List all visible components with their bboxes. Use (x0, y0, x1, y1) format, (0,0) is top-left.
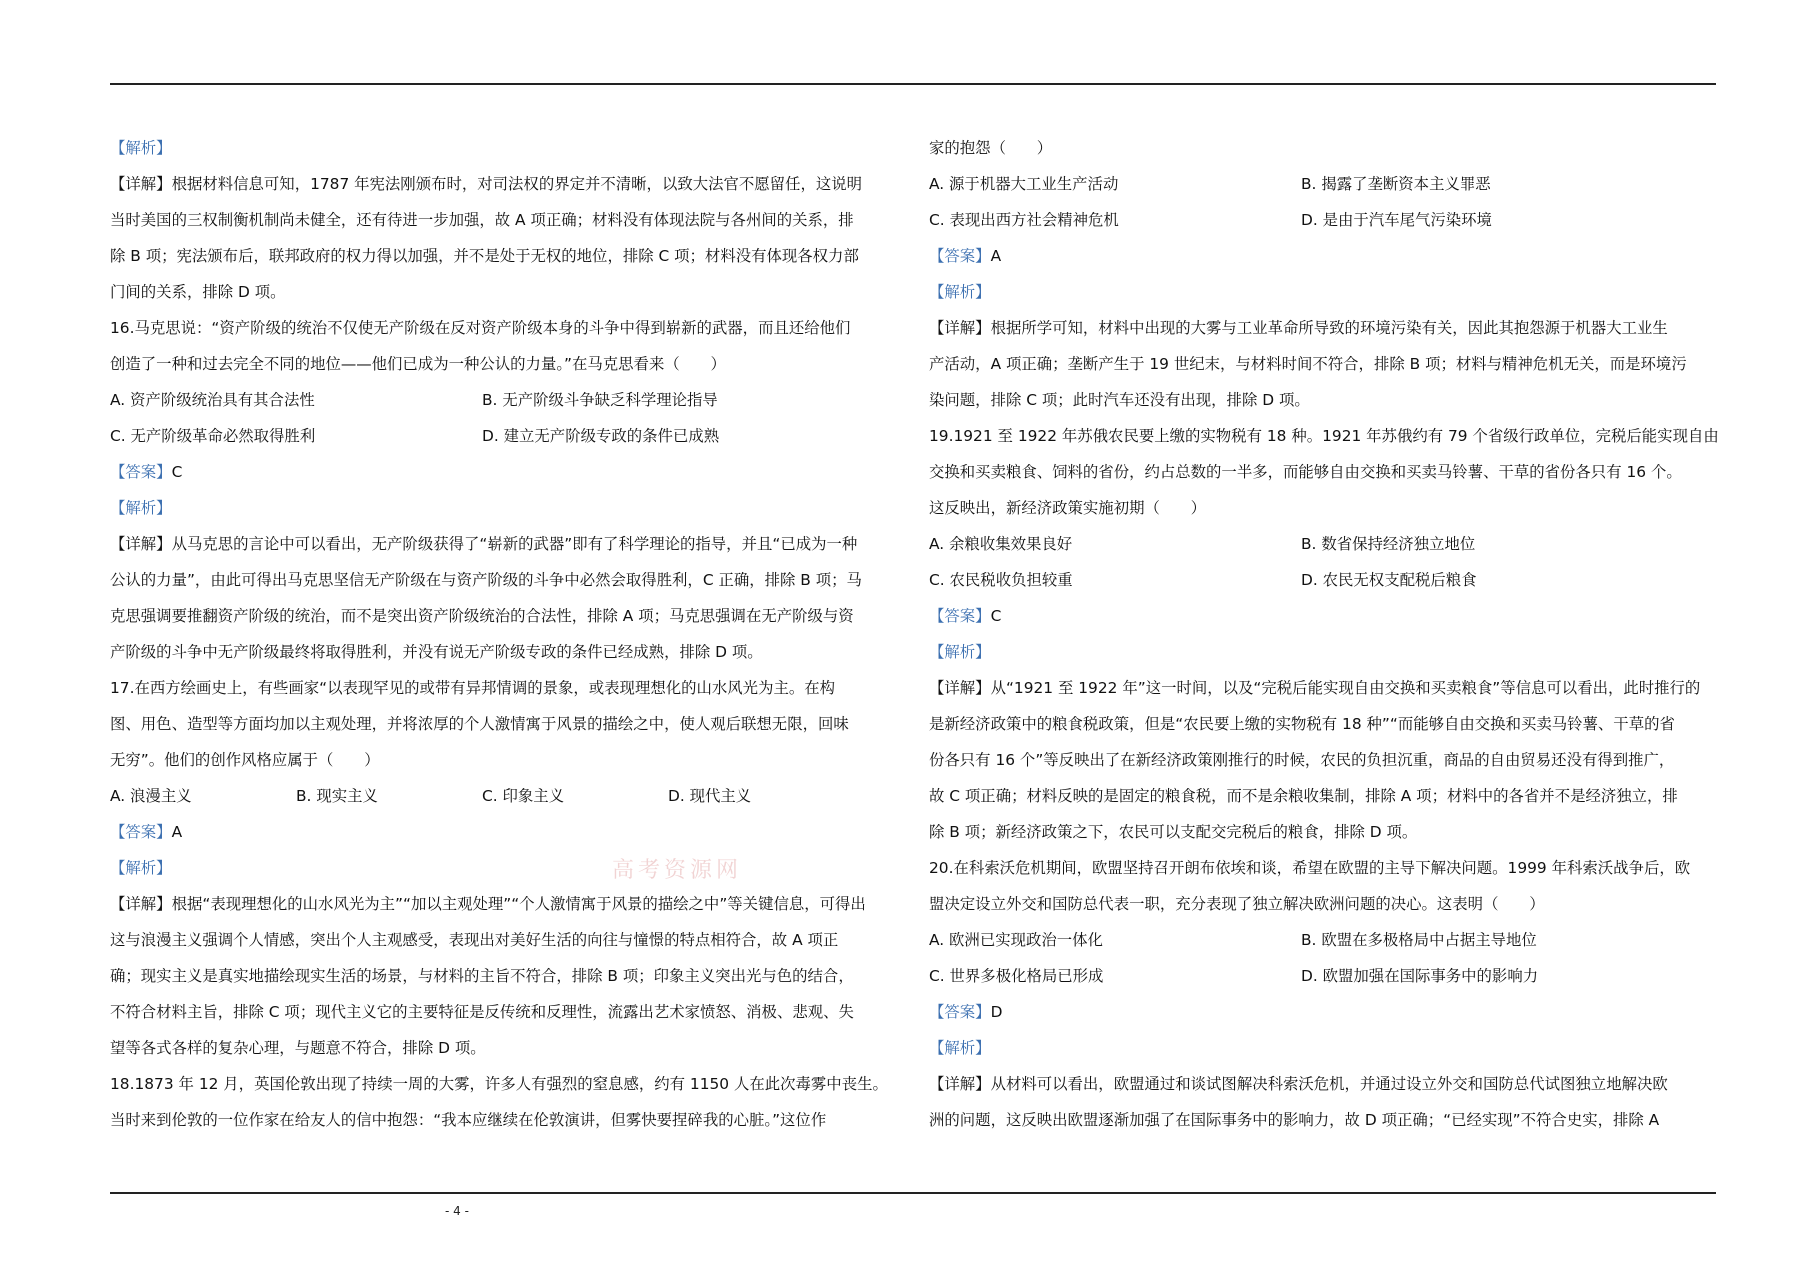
q16-answer-value: C (171, 463, 183, 481)
q18-detail-line: 【详解】根据所学可知，材料中出现的大雾与工业革命所导致的环境污染有关，因此其抱怨源于机器大工业生 (929, 319, 1668, 337)
q17-option-a: A. 浪漫主义 (110, 787, 192, 805)
q19-option-d: D. 农民无权支配税后粮食 (1301, 571, 1477, 589)
q20-answer-value: D (990, 1003, 1003, 1021)
q20-answer-label: 【答案】 (929, 1003, 991, 1021)
q17-option-c: C. 印象主义 (482, 787, 565, 805)
q20-stem-line: 盟决定设立外交和国防总代表一职，充分表现了独立解决欧洲问题的决心。这表明（ ） (929, 895, 1545, 913)
q18-stem-line: 当时来到伦敦的一位作家在给友人的信中抱怨：“我本应继续在伦敦演讲，但雾快要捏碎我的心脏。”这位作 (110, 1111, 827, 1129)
q18-answer-value: A (990, 247, 1002, 265)
q17-stem-line: 图、用色、造型等方面均加以主观处理，并将浓厚的个人激情寓于风景的描绘之中，使人观后联想无限，回味 (110, 715, 849, 733)
q19-answer-label: 【答案】 (929, 607, 991, 625)
q19-option-c: C. 农民税收负担较重 (929, 571, 1073, 589)
q16-options-row (110, 418, 890, 454)
q20-option-d: D. 欧盟加强在国际事务中的影响力 (1301, 967, 1539, 985)
q18-option-c: C. 表现出西方社会精神危机 (929, 211, 1119, 229)
q16-stem-line: 16.马克思说：“资产阶级的统治不仅使无产阶级在反对资产阶级本身的斗争中得到崭新的武器，而且还给他们 (110, 319, 851, 337)
q20-detail-line: 【详解】从材料可以看出，欧盟通过和谈试图解决科索沃危机，并通过设立外交和国防总代试图独立地解决欧 (929, 1075, 1668, 1093)
q19-option-b: B. 数省保持经济独立地位 (1301, 535, 1476, 553)
q17-analysis-label: 【解析】 (110, 859, 172, 877)
q16-detail-line: 克思强调要推翻资产阶级的统治，而不是突出资产阶级统治的合法性，排除 A 项；马克思强调在无产阶级与资 (110, 607, 854, 625)
q20-analysis-label: 【解析】 (929, 1039, 991, 1057)
footer-rule (110, 1192, 1716, 1194)
q17-answer (110, 814, 890, 850)
right-column (929, 130, 1719, 1138)
q18-option-d: D. 是由于汽车尾气污染环境 (1301, 211, 1492, 229)
q19-detail-line: 除 B 项；新经济政策之下，农民可以支配交完税后的粮食，排除 D 项。 (929, 823, 1418, 841)
q17-stem-line: 17.在西方绘画史上，有些画家“以表现罕见的或带有异邦情调的景象，或表现理想化的山水风光为主。在构 (110, 679, 836, 697)
q16-detail-line: 【详解】从马克思的言论中可以看出，无产阶级获得了“崭新的武器”即有了科学理论的指导，并且“已成为一种 (110, 535, 858, 553)
q18-option-b: B. 揭露了垄断资本主义罪恶 (1301, 175, 1491, 193)
page-number: - 4 - (445, 1204, 469, 1218)
q19-detail-line: 故 C 项正确；材料反映的是固定的粮食税，而不是余粮收集制，排除 A 项；材料中的各省并不是经济独立，排 (929, 787, 1678, 805)
q19-answer-value: C (990, 607, 1002, 625)
q20-option-a: A. 欧洲已实现政治一体化 (929, 931, 1103, 949)
q15-detail-line: 门间的关系，排除 D 项。 (110, 283, 286, 301)
q18-answer-label: 【答案】 (929, 247, 991, 265)
q15-detail-line: 当时美国的三权制衡机制尚未健全，还有待进一步加强，故 A 项正确；材料没有体现法院与各州间的关系，排 (110, 211, 854, 229)
q20-option-b: B. 欧盟在多极格局中占据主导地位 (1301, 931, 1537, 949)
q18-options-row (929, 202, 1709, 238)
q19-stem-line: 交换和买卖粮食、饲料的省份，约占总数的一半多，而能够自由交换和买卖马铃薯、干草的省份各只有 16 个。 (929, 463, 1682, 481)
q17-options-row (110, 778, 890, 814)
q17-detail-line: 【详解】根据“表现理想化的山水风光为主”“加以主观处理”“个人激情寓于风景的描绘之中”等关键信息，可得出 (110, 895, 866, 913)
q16-detail-line: 公认的力量”，由此可得出马克思坚信无产阶级在与资产阶级的斗争中必然会取得胜利，C 正确，排除 B 项；马 (110, 571, 862, 589)
q16-stem-line: 创造了一种和过去完全不同的地位——他们已成为一种公认的力量。”在马克思看来（ ） (110, 355, 726, 373)
q17-detail-line: 不符合材料主旨，排除 C 项；现代主义它的主要特征是反传统和反理性，流露出艺术家愤怒、消极、悲观、失 (110, 1003, 854, 1021)
q17-option-b: B. 现实主义 (296, 787, 378, 805)
q16-options-row (110, 382, 890, 418)
q17-detail-line: 确；现实主义是真实地描绘现实生活的场景，与材料的主旨不符合，排除 B 项；印象主义突出光与色的结合， (110, 967, 854, 985)
q20-answer (929, 994, 1709, 1030)
q16-option-a: A. 资产阶级统治具有其合法性 (110, 391, 315, 409)
q16-answer-label: 【答案】 (110, 463, 172, 481)
q17-detail-line: 这与浪漫主义强调个人情感，突出个人主观感受，表现出对美好生活的向往与憧憬的特点相符合，故 A 项正 (110, 931, 839, 949)
q17-answer-value: A (171, 823, 183, 841)
q15-analysis-label: 【解析】 (110, 139, 172, 157)
q19-answer (929, 598, 1709, 634)
q16-answer (110, 454, 890, 490)
q20-detail-line: 洲的问题，这反映出欧盟逐渐加强了在国际事务中的影响力，故 D 项正确；“已经实现”不符合史实，排除 A (929, 1111, 1660, 1129)
q20-stem-line: 20.在科索沃危机期间，欧盟坚持召开朗布依埃和谈，希望在欧盟的主导下解决问题。1999 年科索沃战争后，欧 (929, 859, 1691, 877)
q19-detail-line: 是新经济政策中的粮食税政策，但是“农民要上缴的实物税有 18 种”“而能够自由交换和买卖马铃薯、干草的省 (929, 715, 1675, 733)
q19-analysis-label: 【解析】 (929, 643, 991, 661)
left-column (110, 130, 890, 1138)
q18-stem-line: 18.1873 年 12 月，英国伦敦出现了持续一周的大雾，许多人有强烈的窒息感，约有 1150 人在此次毒雾中丧生。 (110, 1075, 888, 1093)
q16-analysis-label: 【解析】 (110, 499, 172, 517)
q15-detail-line: 除 B 项；宪法颁布后，联邦政府的权力得以加强，并不是处于无权的地位，排除 C 项；材料没有体现各权力部 (110, 247, 859, 265)
q19-options-row (929, 526, 1709, 562)
q19-options-row (929, 562, 1709, 598)
q19-option-a: A. 余粮收集效果良好 (929, 535, 1073, 553)
q19-detail-line: 份各只有 16 个”等反映出了在新经济政策刚推行的时候，农民的负担沉重，商品的自由贸易还没有得到推广， (929, 751, 1675, 769)
q18-analysis-label: 【解析】 (929, 283, 991, 301)
q20-options-row (929, 922, 1709, 958)
q17-option-d: D. 现代主义 (668, 787, 752, 805)
q17-answer-label: 【答案】 (110, 823, 172, 841)
q16-option-c: C. 无产阶级革命必然取得胜利 (110, 427, 316, 445)
q16-option-b: B. 无产阶级斗争缺乏科学理论指导 (482, 391, 718, 409)
q19-stem-line: 这反映出，新经济政策实施初期（ ） (929, 499, 1207, 517)
q18-option-a: A. 源于机器大工业生产活动 (929, 175, 1119, 193)
q20-options-row (929, 958, 1709, 994)
q16-detail-line: 产阶级的斗争中无产阶级最终将取得胜利，并没有说无产阶级专政的条件已经成熟，排除 D 项。 (110, 643, 763, 661)
q18-options-row (929, 166, 1709, 202)
q19-stem-line: 19.1921 至 1922 年苏俄农民要上缴的实物税有 18 种。1921 年苏俄约有 79 个省级行政单位，完税后能实现自由 (929, 427, 1719, 445)
q18-stem-line: 家的抱怨（ ） (929, 139, 1053, 157)
q17-detail-line: 望等各式各样的复杂心理，与题意不符合，排除 D 项。 (110, 1039, 486, 1057)
q19-detail-line: 【详解】从“1921 至 1922 年”这一时间，以及“完税后能实现自由交换和买卖粮食”等信息可以看出，此时推行的 (929, 679, 1701, 697)
q17-stem-line: 无穷”。他们的创作风格应属于（ ） (110, 751, 380, 769)
q20-option-c: C. 世界多极化格局已形成 (929, 967, 1104, 985)
watermark: 高考资源网 (612, 858, 743, 883)
q15-detail-line: 【详解】根据材料信息可知，1787 年宪法刚颁布时，对司法权的界定并不清晰，以致大法官不愿留任，这说明 (110, 175, 863, 193)
q18-detail-line: 染问题，排除 C 项；此时汽车还没有出现，排除 D 项。 (929, 391, 1310, 409)
q18-answer (929, 238, 1709, 274)
header-rule (110, 83, 1716, 85)
q18-detail-line: 产活动，A 项正确；垄断产生于 19 世纪末，与材料时间不符合，排除 B 项；材料与精神危机无关，而是环境污 (929, 355, 1687, 373)
q16-option-d: D. 建立无产阶级专政的条件已成熟 (482, 427, 720, 445)
